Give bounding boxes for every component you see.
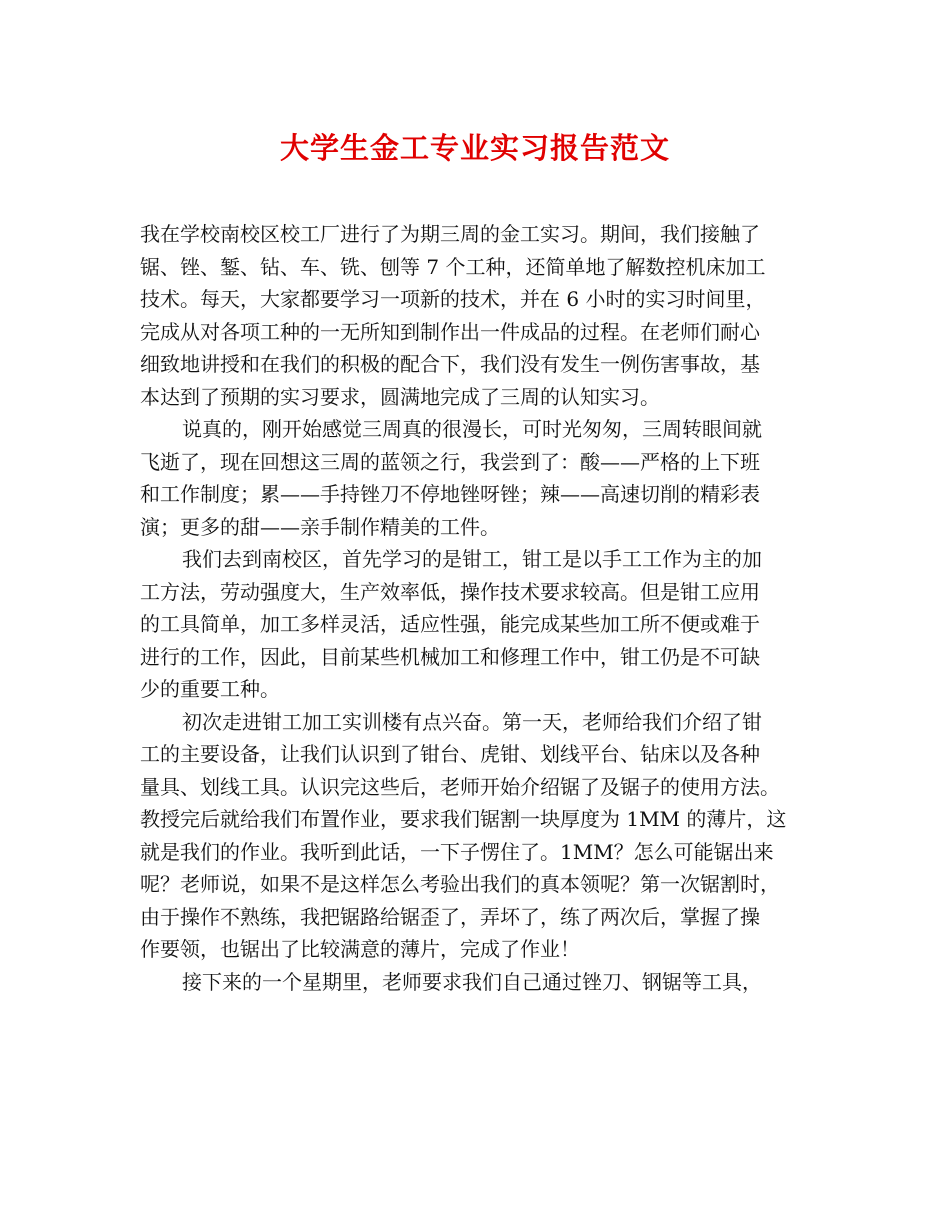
body-line: 我在学校南校区校工厂进行了为期三周的金工实习。期间，我们接触了 — [140, 222, 760, 246]
body-line: 说真的，刚开始感觉三周真的很漫长，可时光匆匆，三周转眼间就 — [182, 417, 762, 441]
body-line: 的工具简单，加工多样灵活，适应性强，能完成某些加工所不便或难于 — [140, 612, 760, 636]
body-line: 初次走进钳工加工实训楼有点兴奋。第一天，老师给我们介绍了钳 — [182, 709, 762, 734]
body-line: 本达到了预期的实习要求，圆满地完成了三周的认知实习。 — [140, 384, 660, 409]
document-title: 大学生金工专业实习报告范文 — [279, 131, 670, 165]
document-body — [140, 218, 828, 998]
body-line: 接下来的一个星期里，老师要求我们自己通过锉刀、钢锯等工具， — [182, 969, 762, 994]
body-line: 锯、锉、錾、钻、车、铣、刨等 7 个工种，还简单地了解数控机床加工 — [140, 254, 766, 279]
body-line: 演；更多的甜——亲手制作精美的工件。 — [140, 514, 500, 539]
body-line: 细致地讲授和在我们的积极的配合下，我们没有发生一例伤害事故，基 — [140, 352, 760, 376]
body-line: 少的重要工种。 — [140, 677, 280, 701]
body-line: 和工作制度；累——手持锉刀不停地锉呀锉；辣——高速切削的精彩表 — [140, 482, 760, 506]
body-line: 完成从对各项工种的一无所知到制作出一件成品的过程。在老师们耐心 — [140, 319, 760, 344]
body-line: 作要领，也锯出了比较满意的薄片，完成了作业！ — [140, 937, 580, 961]
body-line: 进行的工作，因此，目前某些机械加工和修理工作中，钳工仍是不可缺 — [140, 644, 760, 669]
body-line: 就是我们的作业。我听到此话，一下子愣住了。1MM？怎么可能锯出来 — [140, 839, 774, 864]
body-line: 工方法，劳动强度大，生产效率低，操作技术要求较高。但是钳工应用 — [140, 579, 760, 604]
body-line: 教授完后就给我们布置作业，要求我们锯割一块厚度为 1MM 的薄片，这 — [140, 807, 787, 831]
body-line: 飞逝了，现在回想这三周的蓝领之行，我尝到了：酸——严格的上下班 — [140, 449, 760, 474]
body-line: 我们去到南校区，首先学习的是钳工，钳工是以手工工作为主的加 — [182, 547, 762, 571]
body-line: 量具、划线工具。认识完这些后，老师开始介绍锯了及锯子的使用方法。 — [140, 774, 780, 799]
body-line: 工的主要设备，让我们认识到了钳台、虎钳、划线平台、钻床以及各种 — [140, 742, 760, 766]
body-line: 呢？老师说，如果不是这样怎么考验出我们的真本领呢？第一次锯割时， — [140, 872, 780, 896]
body-line: 技术。每天，大家都要学习一项新的技术，并在 6 小时的实习时间里， — [140, 287, 766, 311]
body-line: 由于操作不熟练，我把锯路给锯歪了，弄坏了，练了两次后，掌握了操 — [140, 904, 760, 929]
